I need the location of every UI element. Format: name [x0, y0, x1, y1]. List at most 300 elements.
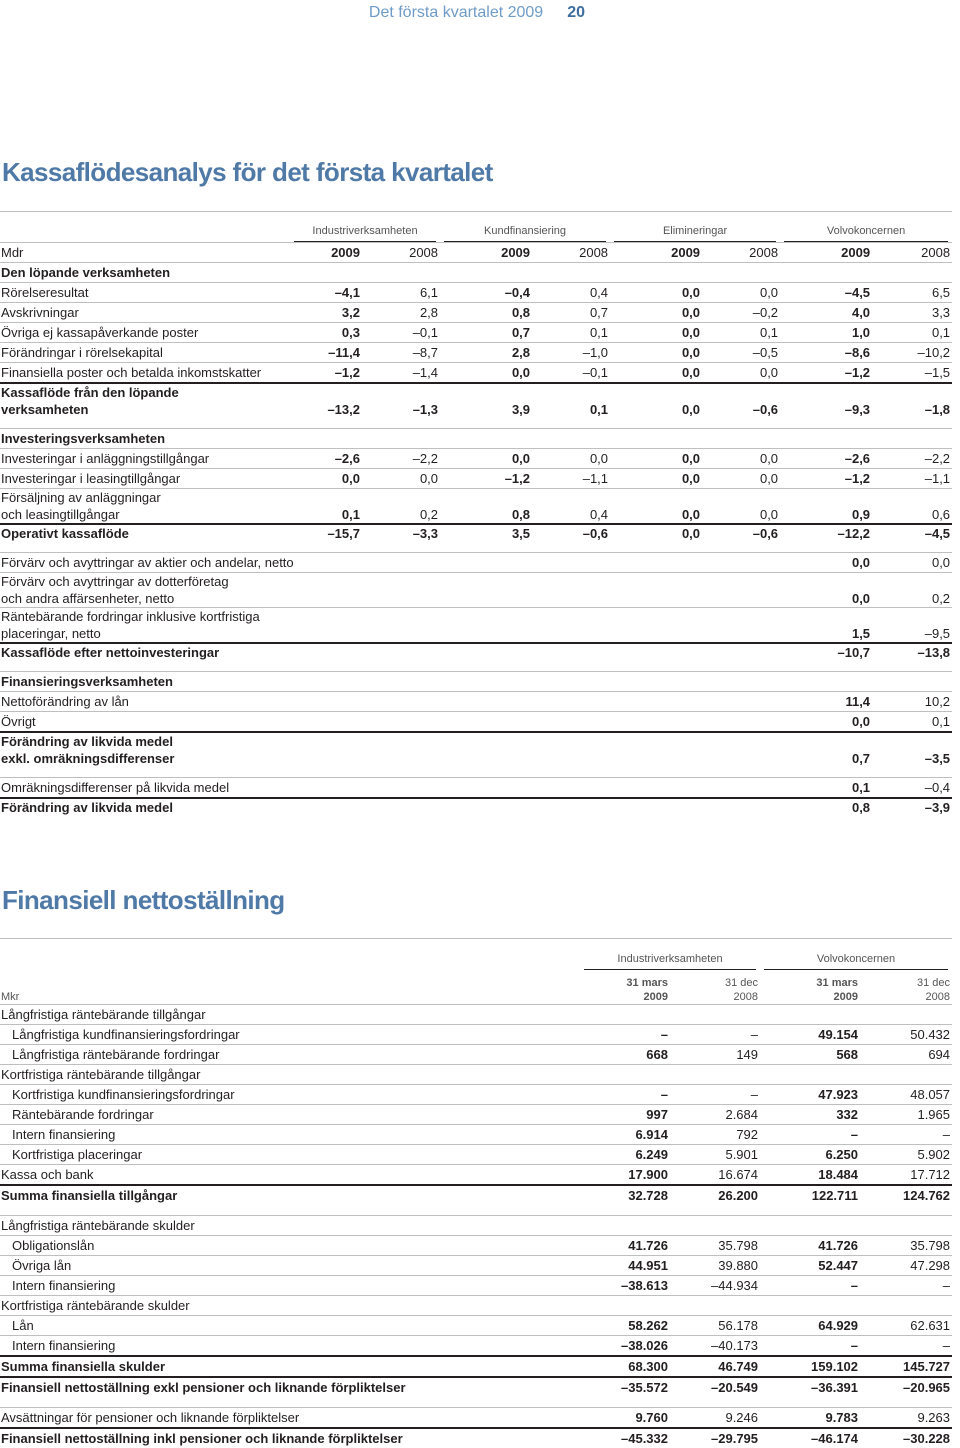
value-cell: 6.914 — [580, 1125, 670, 1145]
value-cell: –1,0 — [532, 343, 610, 363]
value-cell: –9,5 — [872, 608, 952, 644]
row-label — [0, 343, 290, 363]
row-label-text-2: och andra affärsenheter, netto — [1, 591, 175, 606]
row-label-text: Den löpande verksamheten — [1, 265, 171, 280]
column-header-line2: 2009 — [833, 991, 859, 1003]
table-row — [0, 1145, 952, 1165]
value-cell: 17.900 — [580, 1165, 670, 1186]
value-cell: 52.447 — [760, 1256, 860, 1276]
row-label — [0, 303, 290, 323]
table-row — [0, 798, 952, 816]
table-row — [0, 1256, 952, 1276]
value-cell: 35.798 — [860, 1236, 952, 1256]
value-cell: 41.726 — [760, 1236, 860, 1256]
table-row — [0, 489, 952, 525]
row-label — [0, 1105, 580, 1125]
row-label — [0, 798, 780, 816]
spacer-row — [0, 1205, 952, 1216]
table-row — [0, 263, 952, 283]
column-header-line1: 31 mars — [816, 977, 859, 989]
value-cell: 0,0 — [440, 449, 532, 469]
value-cell: 41.726 — [580, 1236, 670, 1256]
spacer-row — [0, 1397, 952, 1408]
table-row — [0, 692, 952, 712]
row-label-text: Förändring av likvida medel — [1, 800, 173, 815]
value-cell: –1,2 — [290, 363, 362, 384]
value-cell: 1,0 — [780, 323, 872, 343]
row-label — [0, 1045, 580, 1065]
value-cell: –36.391 — [760, 1377, 860, 1397]
value-cell: 39.880 — [670, 1256, 760, 1276]
row-label-text: Nettoförändring av lån — [1, 694, 129, 709]
row-label-text: Förändringar i rörelsekapital — [1, 345, 163, 360]
row-label — [0, 672, 952, 692]
row-label-text: Räntebärande fordringar inklusive kortfristiga — [1, 609, 260, 624]
table-row — [0, 323, 952, 343]
value-cell: –0,6 — [702, 383, 780, 418]
group-header — [760, 952, 952, 970]
row-label-text: Långfristiga räntebärande tillgångar — [1, 1007, 206, 1022]
group-header-label: Volvokoncernen — [784, 224, 948, 242]
row-label-text: Försäljning av anläggningar — [1, 490, 161, 505]
value-cell: – — [760, 1276, 860, 1296]
row-label-text: Intern finansiering — [12, 1278, 116, 1293]
table-row — [0, 524, 952, 542]
value-cell: 56.178 — [670, 1316, 760, 1336]
column-header — [580, 970, 670, 1005]
table-row — [0, 1296, 952, 1316]
value-cell: 0,6 — [872, 489, 952, 525]
row-label-text: Lån — [12, 1318, 34, 1333]
column-header — [670, 970, 760, 1005]
row-label — [0, 608, 780, 644]
value-cell: 9.783 — [760, 1408, 860, 1429]
value-cell: 0,0 — [780, 573, 872, 608]
value-cell: –10,7 — [780, 643, 872, 661]
column-header-line1: 31 mars — [626, 977, 668, 989]
value-cell: –1,2 — [440, 469, 532, 489]
column-header-line1: 31 dec — [724, 977, 759, 989]
cashflow-title: Kassaflödesanalys för det första kvartalet — [2, 157, 493, 187]
value-cell: – — [860, 1125, 952, 1145]
net-top-rule — [0, 938, 952, 939]
value-cell: –38.613 — [580, 1276, 670, 1296]
row-label-text: Rörelseresultat — [1, 285, 89, 300]
value-cell: 0,0 — [702, 489, 780, 525]
unit-label: Mkr — [1, 991, 20, 1003]
value-cell: 0,0 — [610, 383, 702, 418]
value-cell: 997 — [580, 1105, 670, 1125]
column-header-line2: 2009 — [643, 991, 668, 1003]
table-row — [0, 1125, 952, 1145]
value-cell: – — [580, 1025, 670, 1045]
table-row — [0, 1356, 952, 1377]
value-cell: 32.728 — [580, 1185, 670, 1205]
value-cell: –20.549 — [670, 1377, 760, 1397]
spacer — [0, 542, 290, 553]
value-cell: –1,1 — [872, 469, 952, 489]
table-row — [0, 469, 952, 489]
value-cell: –0,6 — [532, 524, 610, 542]
value-cell: 0,8 — [440, 489, 532, 525]
row-label — [0, 489, 290, 525]
value-cell: 58.262 — [580, 1316, 670, 1336]
value-cell: 6,5 — [872, 283, 952, 303]
value-cell: –40.173 — [670, 1336, 760, 1357]
page-number: 20 — [567, 4, 585, 21]
value-cell: 48.057 — [860, 1085, 952, 1105]
column-header-line1: 31 dec — [916, 977, 951, 989]
table-row — [0, 449, 952, 469]
table-row — [0, 363, 952, 384]
value-cell: –3,3 — [362, 524, 440, 542]
row-label — [0, 1216, 952, 1236]
value-cell: 145.727 — [860, 1356, 952, 1377]
table-row — [0, 712, 952, 733]
value-cell: 0,1 — [532, 323, 610, 343]
value-cell: 1.965 — [860, 1105, 952, 1125]
value-cell: –1,2 — [780, 469, 872, 489]
value-cell: 18.484 — [760, 1165, 860, 1186]
group-header-row — [0, 224, 952, 243]
table-row — [0, 1005, 952, 1025]
value-cell: 9.246 — [670, 1408, 760, 1429]
spacer-row — [0, 542, 952, 553]
row-label — [0, 732, 780, 767]
row-label-text: Övriga ej kassapåverkande poster — [1, 325, 199, 340]
group-header-row — [0, 952, 952, 970]
year-header: 2008 — [702, 243, 780, 263]
value-cell: – — [860, 1276, 952, 1296]
table-row — [0, 1316, 952, 1336]
row-label — [0, 1065, 952, 1085]
value-cell: 0,0 — [610, 323, 702, 343]
value-cell: 124.762 — [860, 1185, 952, 1205]
unit-label: Mdr — [0, 243, 290, 263]
row-label-text: Kortfristiga räntebärande skulder — [1, 1298, 190, 1313]
table-row — [0, 343, 952, 363]
row-label-text: Finansiella poster och betalda inkomstskatter — [1, 365, 262, 380]
column-header — [760, 970, 860, 1005]
table-row — [0, 553, 952, 573]
page-header — [369, 4, 585, 22]
table-row — [0, 1276, 952, 1296]
spacer-row — [0, 661, 952, 672]
value-cell: 0,7 — [780, 732, 872, 767]
value-cell: –2,6 — [290, 449, 362, 469]
value-cell: 0,3 — [290, 323, 362, 343]
table-row — [0, 1165, 952, 1186]
value-cell: –8,7 — [362, 343, 440, 363]
table-row — [0, 1408, 952, 1429]
value-cell: 0,0 — [610, 363, 702, 384]
value-cell: –0,4 — [872, 778, 952, 799]
value-cell: –0,1 — [532, 363, 610, 384]
value-cell: 0,9 — [780, 489, 872, 525]
value-cell: 0,8 — [780, 798, 872, 816]
value-cell: 0,0 — [362, 469, 440, 489]
value-cell: 4,0 — [780, 303, 872, 323]
table-row — [0, 1428, 952, 1448]
value-cell: 26.200 — [670, 1185, 760, 1205]
column-header-line2: 2008 — [925, 991, 951, 1003]
row-label — [0, 1276, 580, 1296]
value-cell: 0,0 — [610, 524, 702, 542]
value-cell: – — [760, 1125, 860, 1145]
row-label — [0, 524, 290, 542]
year-header: 2009 — [440, 243, 532, 263]
value-cell: 159.102 — [760, 1356, 860, 1377]
row-label — [0, 692, 780, 712]
table-row — [0, 608, 952, 644]
row-label-text: Finansiell nettoställning inkl pensioner och liknande förpliktelser — [1, 1431, 403, 1446]
group-header-label: Elimineringar — [614, 224, 776, 242]
value-cell: 6,1 — [362, 283, 440, 303]
row-label-text: Intern finansiering — [12, 1127, 116, 1142]
value-cell: –2,2 — [362, 449, 440, 469]
value-cell: – — [670, 1025, 760, 1045]
report-title: Det första kvartalet 2009 — [368, 4, 544, 21]
value-cell: 3,5 — [440, 524, 532, 542]
year-header: 2008 — [872, 243, 952, 263]
row-label-text-2: exkl. omräkningsdifferenser — [1, 751, 175, 766]
value-cell: 9.263 — [860, 1408, 952, 1429]
row-label-text: Förvärv och avyttringar av aktier och andelar, netto — [1, 555, 294, 570]
row-label-text: Kassaflöde efter nettoinvesteringar — [1, 645, 220, 660]
spacer — [0, 767, 290, 778]
table-row — [0, 778, 952, 799]
header-spacer — [0, 952, 580, 970]
value-cell: 0,1 — [290, 489, 362, 525]
row-label-text: Övrigt — [1, 714, 36, 729]
value-cell: 694 — [860, 1045, 952, 1065]
row-label — [0, 363, 290, 384]
row-label — [0, 712, 780, 733]
group-header — [610, 224, 780, 243]
value-cell: 149 — [670, 1045, 760, 1065]
value-cell: 0,0 — [610, 489, 702, 525]
group-header — [290, 224, 440, 243]
row-label — [0, 1336, 580, 1357]
row-label — [0, 1256, 580, 1276]
value-cell: 3,3 — [872, 303, 952, 323]
value-cell: –1,8 — [872, 383, 952, 418]
value-cell: 668 — [580, 1045, 670, 1065]
value-cell: 0,0 — [610, 469, 702, 489]
row-label-text: Långfristiga räntebärande fordringar — [12, 1047, 220, 1062]
value-cell: 0,1 — [780, 778, 872, 799]
row-label — [0, 1236, 580, 1256]
value-cell: 11,4 — [780, 692, 872, 712]
row-label — [0, 1165, 580, 1186]
table-row — [0, 672, 952, 692]
spacer-row — [0, 767, 952, 778]
value-cell: –13,2 — [290, 383, 362, 418]
row-label-text: Räntebärande fordringar — [12, 1107, 154, 1122]
value-cell: 6.249 — [580, 1145, 670, 1165]
value-cell: 2.684 — [670, 1105, 760, 1125]
value-cell: 0,1 — [532, 383, 610, 418]
column-header — [860, 970, 952, 1005]
value-cell: 5.902 — [860, 1145, 952, 1165]
value-cell: 62.631 — [860, 1316, 952, 1336]
table-row — [0, 1025, 952, 1045]
value-cell: 122.711 — [760, 1185, 860, 1205]
value-cell: –3,9 — [872, 798, 952, 816]
net-title: Finansiell nettoställning — [2, 885, 285, 915]
value-cell: –2,2 — [872, 449, 952, 469]
value-cell: –45.332 — [580, 1428, 670, 1448]
row-label — [0, 1185, 580, 1205]
value-cell: 9.760 — [580, 1408, 670, 1429]
value-cell: 1,5 — [780, 608, 872, 644]
row-label-text: Investeringar i anläggningstillgångar — [1, 451, 210, 466]
value-cell: 10,2 — [872, 692, 952, 712]
column-header-line2: 2008 — [733, 991, 759, 1003]
cashflow-table — [0, 224, 952, 816]
table-row — [0, 283, 952, 303]
value-cell: 0,0 — [780, 712, 872, 733]
value-cell: –12,2 — [780, 524, 872, 542]
row-label-text: Övriga lån — [12, 1258, 72, 1273]
row-label — [0, 1316, 580, 1336]
value-cell: 0,4 — [532, 489, 610, 525]
row-label — [0, 1377, 580, 1397]
year-header: 2009 — [780, 243, 872, 263]
value-cell: 0,0 — [702, 469, 780, 489]
row-label-text: Obligationslån — [12, 1238, 95, 1253]
value-cell: –20.965 — [860, 1377, 952, 1397]
value-cell: 0,0 — [702, 363, 780, 384]
year-header-row — [0, 243, 952, 263]
value-cell: 50.432 — [860, 1025, 952, 1045]
value-cell: –0,6 — [702, 524, 780, 542]
row-label — [0, 1085, 580, 1105]
table-row — [0, 643, 952, 661]
value-cell: 47.923 — [760, 1085, 860, 1105]
value-cell: –1,2 — [780, 363, 872, 384]
value-cell: 6.250 — [760, 1145, 860, 1165]
value-cell: 35.798 — [670, 1236, 760, 1256]
value-cell: –1,4 — [362, 363, 440, 384]
value-cell: –8,6 — [780, 343, 872, 363]
row-label-text: Finansieringsverksamheten — [1, 674, 173, 689]
value-cell: 0,0 — [532, 449, 610, 469]
table-row — [0, 1216, 952, 1236]
value-cell: 17.712 — [860, 1165, 952, 1186]
row-label-text: Summa finansiella tillgångar — [1, 1188, 178, 1203]
value-cell: –1,3 — [362, 383, 440, 418]
row-label — [0, 1145, 580, 1165]
table-row — [0, 573, 952, 608]
row-label-text: Investeringsverksamheten — [1, 431, 166, 446]
row-label-text: Operativt kassaflöde — [1, 526, 129, 541]
table-row — [0, 1377, 952, 1397]
row-label — [0, 283, 290, 303]
value-cell: –38.026 — [580, 1336, 670, 1357]
row-label-text: Kortfristiga räntebärande tillgångar — [1, 1067, 201, 1082]
value-cell: 2,8 — [362, 303, 440, 323]
table-row — [0, 1336, 952, 1357]
row-label-text: Långfristiga kundfinansieringsfordringar — [12, 1027, 240, 1042]
row-label-text: Kassa och bank — [1, 1167, 94, 1182]
row-label-text: Omräkningsdifferenser på likvida medel — [1, 780, 230, 795]
row-label-text: Summa finansiella skulder — [1, 1359, 166, 1374]
value-cell: –15,7 — [290, 524, 362, 542]
value-cell: 0,0 — [610, 449, 702, 469]
row-label — [0, 1125, 580, 1145]
value-cell: 64.929 — [760, 1316, 860, 1336]
table-row — [0, 1045, 952, 1065]
value-cell: 0,1 — [702, 323, 780, 343]
table-row — [0, 1185, 952, 1205]
table-row — [0, 1085, 952, 1105]
value-cell: 0,0 — [702, 449, 780, 469]
row-label — [0, 469, 290, 489]
value-cell: –4,5 — [872, 524, 952, 542]
group-header-label: Industriverksamheten — [294, 224, 436, 242]
spacer — [0, 1205, 580, 1216]
table-row — [0, 303, 952, 323]
value-cell: –10,2 — [872, 343, 952, 363]
value-cell: 792 — [670, 1125, 760, 1145]
group-header-label: Industriverksamheten — [584, 952, 756, 970]
value-cell: 0,0 — [610, 283, 702, 303]
value-cell: 49.154 — [760, 1025, 860, 1045]
value-cell: 0,2 — [872, 573, 952, 608]
row-label — [0, 1005, 952, 1025]
value-cell: –13,8 — [872, 643, 952, 661]
row-label-text-2: placeringar, netto — [1, 626, 101, 641]
group-header — [580, 952, 760, 970]
row-label — [0, 573, 780, 608]
value-cell: 0,4 — [532, 283, 610, 303]
value-cell: 0,0 — [610, 303, 702, 323]
value-cell: – — [760, 1336, 860, 1357]
table-row — [0, 383, 952, 418]
value-cell: 0,2 — [362, 489, 440, 525]
row-label-text: Finansiell nettoställning exkl pensioner och liknande förpliktelser — [1, 1380, 406, 1395]
header-spacer — [0, 224, 290, 243]
value-cell: 0,1 — [872, 712, 952, 733]
year-header: 2009 — [290, 243, 362, 263]
row-label-text-2: verksamheten — [1, 402, 89, 417]
row-label — [0, 1296, 952, 1316]
net-position-table — [0, 952, 952, 1448]
row-label-text-2: och leasingtillgångar — [1, 507, 120, 522]
year-header: 2008 — [362, 243, 440, 263]
row-label — [0, 553, 780, 573]
row-label-text: Investeringar i leasingtillgångar — [1, 471, 181, 486]
value-cell: 16.674 — [670, 1165, 760, 1186]
value-cell: 3,2 — [290, 303, 362, 323]
value-cell: 5.901 — [670, 1145, 760, 1165]
row-label — [0, 449, 290, 469]
spacer — [0, 1397, 580, 1408]
row-label-text: Förvärv och avyttringar av dotterföretag — [1, 574, 229, 589]
value-cell: 44.951 — [580, 1256, 670, 1276]
year-header: 2009 — [610, 243, 702, 263]
value-cell: –29.795 — [670, 1428, 760, 1448]
value-cell: 0,7 — [532, 303, 610, 323]
table-row — [0, 1105, 952, 1125]
value-cell: 0,0 — [872, 553, 952, 573]
row-label — [0, 1025, 580, 1045]
value-cell: 0,8 — [440, 303, 532, 323]
spacer — [0, 661, 290, 672]
value-cell: 0,1 — [872, 323, 952, 343]
value-cell: 0,0 — [610, 343, 702, 363]
